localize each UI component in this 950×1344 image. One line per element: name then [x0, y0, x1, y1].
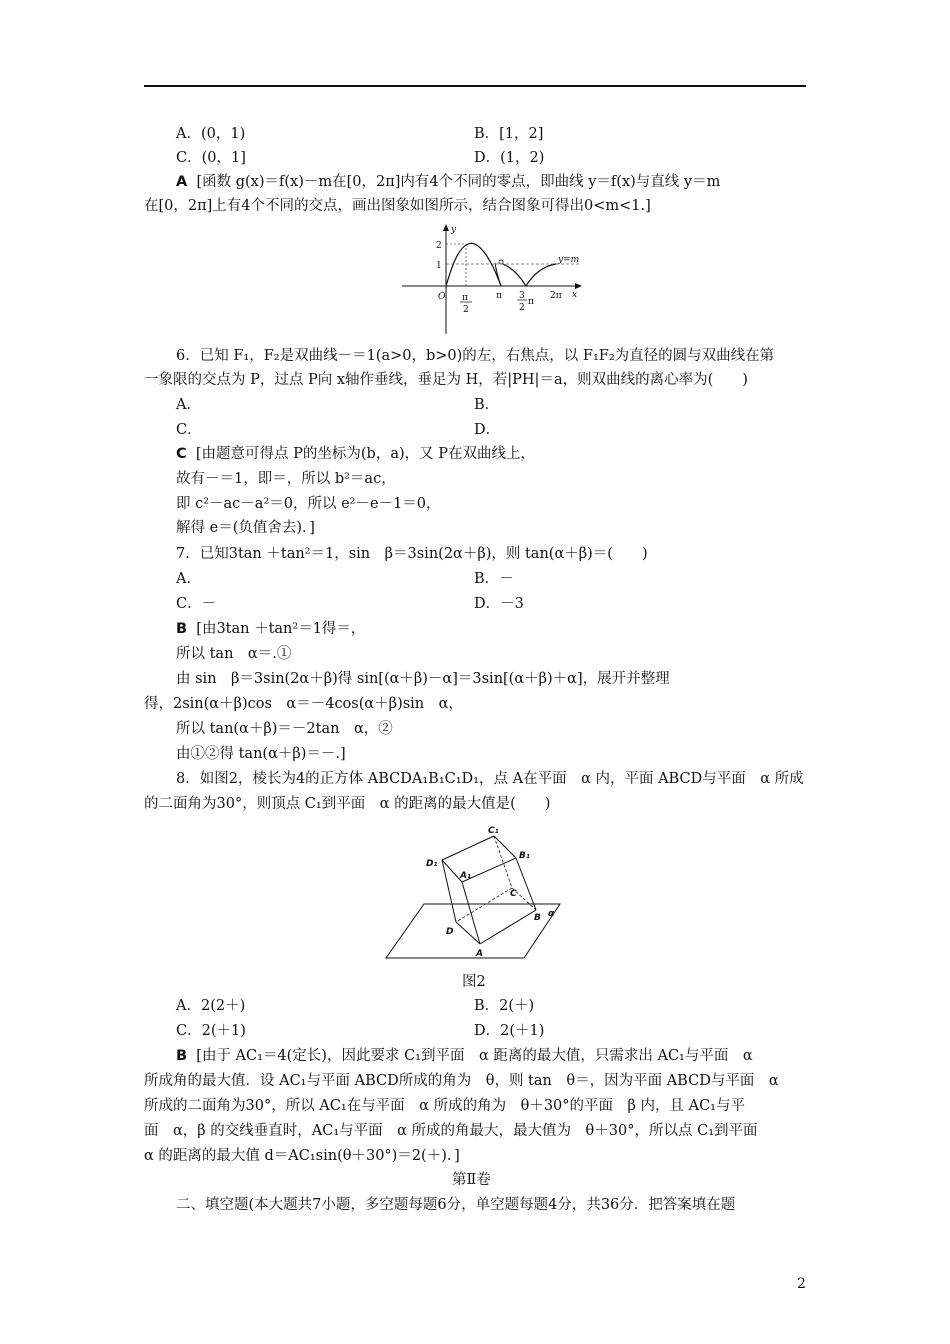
q6-option-d: D．: [474, 422, 501, 438]
edge-C1B1: [494, 836, 516, 858]
q6-answer-line3: 即 c²－ac－a²＝0，所以 e²－e－1＝0，: [176, 496, 441, 512]
edge-C1C-hidden: [494, 836, 512, 888]
q5-answer-line2: 在[0，2π]上有4个不同的交点，画出图象如图所示，结合图象可得出0<m<1.]: [144, 198, 651, 214]
q7-option-a: A．: [176, 571, 201, 587]
q8-stem-line1: 8．如图2，棱长为4的正方体 ABCDA₁B₁C₁D₁，点 A在平面 α 内，平面 ABCD与平面 α 所成: [176, 771, 804, 787]
q7-answer-line5: 所以 tan(α＋β)＝－2tan α，②: [176, 721, 393, 737]
q8-option-b: B．2(＋): [474, 998, 535, 1014]
q5-option-c: C．(0，1]: [176, 150, 246, 166]
q8-figure-caption: 图2: [462, 974, 486, 990]
label-A: A: [476, 949, 483, 959]
q6-stem-line1: 6．已知 F₁，F₂是双曲线－＝1(a>0，b>0)的左，右焦点，以 F₁F₂为直径的圆与双曲线在第: [176, 348, 775, 364]
label-D1: D₁: [426, 859, 438, 869]
x-axis-label: x: [572, 290, 578, 300]
q7-option-d: D．－3: [474, 596, 524, 612]
q6-option-c: C．: [176, 422, 202, 438]
y-axis-label: y: [451, 225, 457, 235]
q5-option-d: D．(1，2): [474, 150, 545, 166]
function-graph: [400, 222, 588, 336]
q5-answer-letter: A: [176, 174, 188, 190]
tick-3pi-half-den: 2: [519, 303, 525, 313]
q8-option-a: A．2(2＋): [176, 998, 246, 1014]
tick-pi-half-den: 2: [463, 305, 469, 315]
q6-answer-text: [由题意可得点 P的坐标为(b，a)，又 P在双曲线上，: [195, 446, 536, 462]
q6-option-a: A．: [176, 397, 201, 413]
q6-answer-letter: C: [176, 446, 187, 462]
page-number: 2: [797, 1276, 806, 1292]
curve-abs-part: [503, 264, 556, 286]
q7-answer-line2: 所以 tan α＝.①: [176, 646, 292, 662]
q8-stem-line2: 的二面角为30°，则顶点 C₁到平面 α 的距离的最大值是( ): [144, 796, 551, 812]
tick-3pi-half-pi: π: [528, 297, 534, 307]
label-y-equals-m: y=m: [558, 255, 580, 265]
label-C1: C₁: [488, 826, 499, 836]
curve-sine-part: [446, 243, 501, 286]
label-C: C: [510, 889, 517, 899]
q7-answer-line6: 由①②得 tan(α＋β)＝－.]: [176, 746, 346, 762]
origin-label: O: [438, 292, 446, 302]
label-A1: A₁: [460, 871, 471, 881]
q6-answer-line2: 故有－＝1，即＝，所以 b²＝ac，: [176, 471, 396, 487]
q8-answer-line3: 所成的二面角为30°，所以 AC₁在与平面 α 所成的角为 θ＋30°的平面 β 内，且 AC₁与平: [144, 1098, 745, 1114]
q7-option-b: B．－: [474, 571, 514, 587]
q7-stem-line1: 7．已知3tan ＋tan²＝1，sin β＝3sin(2α＋β)，则 tan(α＋β)＝( ): [176, 546, 648, 562]
q7-answer-line1: [176, 619, 365, 639]
open-point: [499, 260, 503, 264]
y-axis-arrow-icon: [443, 224, 449, 231]
label-B1: B₁: [519, 851, 530, 861]
edge-AB: [480, 910, 536, 944]
label-B: B: [534, 913, 541, 923]
tick-label-1: 1: [436, 261, 442, 271]
q6-stem-line2: 一象限的交点为 P，过点 P向 x轴作垂线，垂足为 H，若|PH|＝a，则双曲线的离心率为( ): [144, 372, 748, 388]
q5-answer-text: [函数 g(x)＝f(x)－m在[0，2π]内有4个不同的零点，即曲线 y＝f(x)与直线 y＝m: [196, 174, 721, 190]
edge-D1C1: [442, 836, 494, 860]
q5-option-b: B．[1，2]: [474, 126, 544, 142]
q6-answer-line4: 解得 e＝(负值舍去)．]: [176, 520, 315, 536]
q8-answer-line2: 所成角的最大值．设 AC₁与平面 ABCD所成的角为 θ，则 tan θ＝，因为平面 ABCD与平面 α: [144, 1073, 779, 1089]
q6-answer-line1: [176, 444, 535, 464]
cube-figure: [384, 822, 594, 964]
part2-title: 第Ⅱ卷: [452, 1172, 491, 1188]
header-rule: [144, 85, 806, 87]
edge-CD-hidden: [456, 888, 512, 922]
tick-2pi: 2π: [550, 291, 562, 301]
q5-option-a: A．(0，1): [176, 126, 246, 142]
q5-answer-line1: [176, 172, 720, 192]
q8-option-c: C．2(＋1): [176, 1023, 246, 1039]
q8-answer-line4: 面 α，β 的交线垂直时，AC₁与平面 α 所成的角最大，最大值为 θ＋30°，所以点 C₁到平面: [144, 1123, 758, 1139]
q7-option-c: C．－: [176, 596, 217, 612]
q8-answer-letter: B: [176, 1048, 188, 1064]
edge-B1B: [516, 858, 536, 910]
q7-answer-line4: 得，2sin(α＋β)cos α＝－4cos(α＋β)sin α，: [144, 696, 463, 712]
q8-answer-line1: [176, 1046, 753, 1066]
tick-3pi-half-num: 3: [519, 291, 525, 301]
q7-answer-letter: B: [176, 621, 188, 637]
tick-pi-half-num: π: [462, 293, 468, 303]
q8-option-d: D．2(＋1): [474, 1023, 545, 1039]
q7-answer-text: [由3tan ＋tan²＝1得＝，: [196, 621, 366, 637]
q6-option-b: B．: [474, 397, 500, 413]
edge-A1D1: [442, 860, 462, 882]
q8-answer-line5: α 的距离的最大值 d＝AC₁sin(θ＋30°)＝2(＋)．]: [144, 1148, 460, 1164]
tick-label-2: 2: [436, 241, 442, 251]
q8-answer-text: [由于 AC₁＝4(定长)，因此要求 C₁到平面 α 距离的最大值，只需求出 AC₁与平面 α: [196, 1048, 753, 1064]
part2-instructions: 二、填空题(本大题共7小题，多空题每题6分，单空题每题4分，共36分．把答案填在题: [176, 1197, 736, 1213]
x-axis-arrow-icon: [575, 283, 582, 289]
label-alpha: α: [548, 909, 555, 919]
label-D: D: [446, 927, 454, 937]
edge-D1D: [442, 860, 456, 922]
edge-A1A: [462, 882, 480, 944]
tick-pi: π: [496, 291, 502, 301]
q7-answer-line3: 由 sin β＝3sin(2α＋β)得 sin[(α＋β)－α]＝3sin[(α＋β)＋α]，展开并整理: [176, 671, 670, 687]
